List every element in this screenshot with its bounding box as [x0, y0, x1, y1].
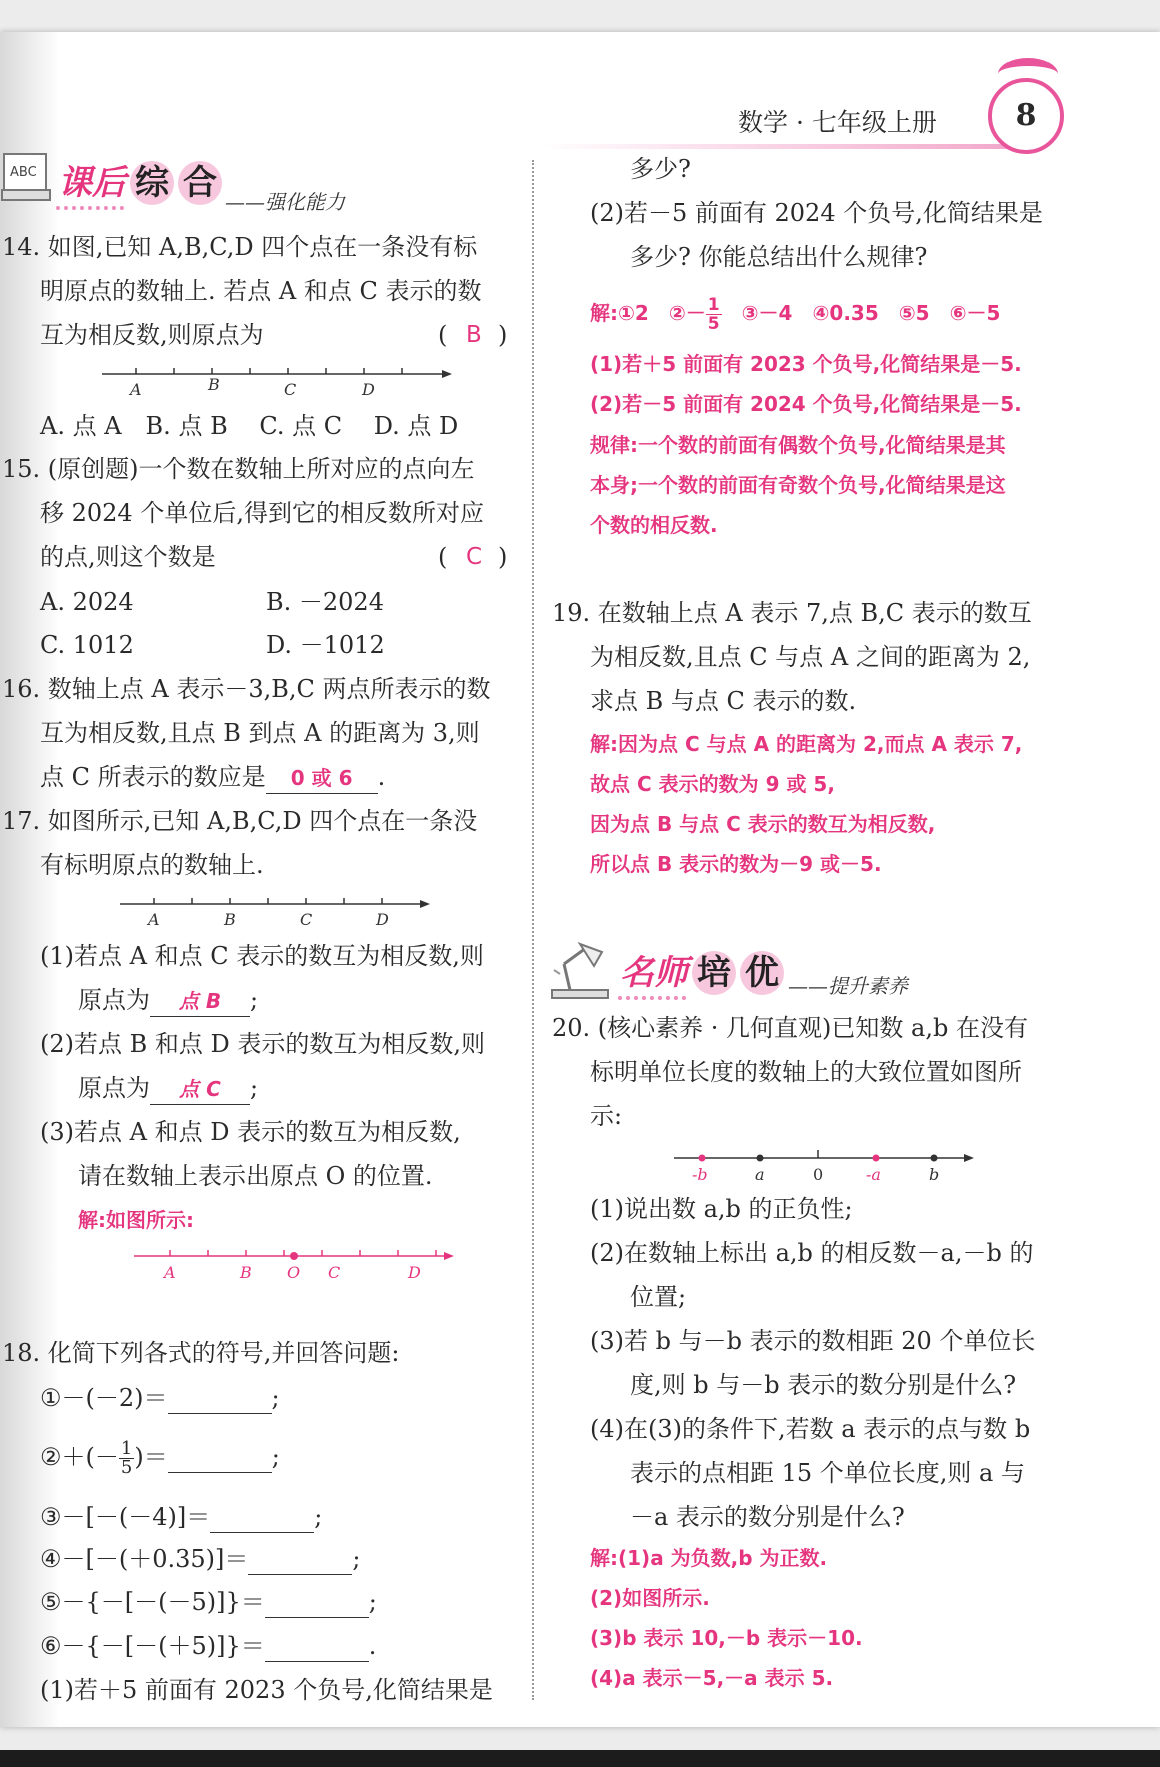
q18-sol-fraction — [706, 296, 722, 333]
section-subtitle: ——强化能力 — [225, 190, 345, 214]
q14-axis-d: D — [362, 380, 375, 399]
section2-title-b: 培 — [692, 951, 736, 995]
q17-solution: 解:如图所示: — [78, 1208, 194, 1232]
q18-e2-pre: ②＋(－ — [40, 1443, 119, 1471]
q18-p1-line2: 多少? — [630, 155, 691, 183]
q14-line2: 明原点的数轴上. 若点 A 和点 C 表示的数 — [40, 277, 482, 305]
section2-subtitle: ——提升素养 — [788, 974, 908, 998]
q17-p1-pre: 原点为 — [78, 986, 150, 1014]
q18-e2-post: )＝ — [134, 1443, 168, 1471]
q20-axis-zero: 0 — [813, 1165, 824, 1184]
q19-solution-2: 故点 C 表示的数为 9 或 5, — [590, 772, 835, 796]
q18-expr2 — [40, 1440, 280, 1477]
q18-e6-text: ⑥－{－[－(＋5)]}＝ — [40, 1632, 265, 1660]
q20-p4-line2: 表示的点相距 15 个单位长度,则 a 与 — [630, 1459, 1025, 1487]
q17-p2-line1: (2)若点 B 和点 D 表示的数互为相反数,则 — [40, 1030, 486, 1058]
q18-expr4 — [40, 1544, 361, 1575]
q18-p2-line1: (2)若－5 前面有 2024 个负号,化简结果是 — [590, 199, 1043, 227]
q18-p2-line2: 多少? 你能总结出什么规律? — [630, 243, 928, 271]
q18-solution-2: (2)若－5 前面有 2024 个负号,化简结果是－5. — [590, 392, 1022, 416]
q17-sol-axis-c: C — [328, 1263, 341, 1282]
q20-solution-1: 解:(1)a 为负数,b 为正数. — [590, 1546, 828, 1570]
section2-title-a: 名师 — [620, 953, 688, 993]
section-dots — [56, 202, 124, 210]
q17-p2-post: ; — [250, 1074, 259, 1102]
q17-p1-post: ; — [250, 986, 259, 1014]
q17-p2-answer: 点 C — [150, 1074, 250, 1105]
q18-solution-5: 个数的相反数. — [590, 513, 718, 537]
q16-answer: 0 或 6 — [266, 763, 378, 794]
q19-line3: 求点 B 与点 C 表示的数. — [590, 687, 857, 715]
q18-e1-end: ; — [271, 1384, 280, 1412]
q17-axis-d: D — [376, 910, 389, 929]
q16-line2: 互为相反数,且点 B 到点 A 的距离为 3,则 — [40, 719, 480, 747]
q15-answer-close: ) — [498, 543, 508, 571]
q20-axis-b: b — [929, 1165, 940, 1184]
q18-expr5 — [40, 1587, 377, 1618]
q14-options: A. 点 A B. 点 B C. 点 C D. 点 D — [40, 412, 459, 440]
q17-line2: 有标明原点的数轴上. — [40, 851, 264, 879]
q15-answer-open: ( — [438, 543, 448, 571]
q19-solution-1: 解:因为点 C 与点 A 的距离为 2,而点 A 表示 7, — [590, 732, 1023, 756]
q18-e2-den: 5 — [120, 1457, 133, 1478]
q20-line1: 20. (核心素养 · 几何直观)已知数 a,b 在没有 — [552, 1014, 1028, 1042]
q17-number-line — [118, 892, 438, 930]
q19-line2: 为相反数,且点 C 与点 A 之间的距离为 2, — [590, 643, 1031, 671]
q15-option-b: B. －2024 — [266, 588, 384, 616]
q20-solution-4: (4)a 表示－5,－a 表示 5. — [590, 1666, 834, 1690]
q18-sol-den: 5 — [707, 314, 720, 334]
desk-lamp-icon — [550, 940, 612, 1000]
q16-line3-post: . — [377, 763, 386, 791]
q17-sol-axis-b: B — [240, 1263, 252, 1282]
q20-p2-line2: 位置; — [630, 1283, 687, 1311]
q14-answer-close: ) — [498, 321, 508, 349]
q17-axis-b: B — [224, 910, 236, 929]
q17-line1: 17. 如图所示,已知 A,B,C,D 四个点在一条没 — [2, 807, 478, 835]
q20-line2: 标明单位长度的数轴上的大致位置如图所 — [590, 1058, 1022, 1086]
q15-line2: 移 2024 个单位后,得到它的相反数所对应 — [40, 499, 484, 527]
q18-solution-4: 本身;一个数的前面有奇数个负号,化简结果是这 — [590, 473, 1006, 497]
book-badge-text: ABC — [10, 165, 37, 180]
q17-p1-line2 — [78, 985, 258, 1017]
q18-e6-end: . — [368, 1632, 377, 1660]
q20-axis-neg-b: -b — [692, 1165, 708, 1184]
q17-p1-line1: (1)若点 A 和点 C 表示的数互为相反数,则 — [40, 942, 484, 970]
q18-sol-pre: 解:①2 ②－ — [590, 301, 706, 325]
q20-line3: 示: — [590, 1102, 623, 1130]
q15-line3: 的点,则这个数是 — [40, 543, 216, 571]
q17-solution-number-line — [132, 1244, 462, 1284]
q20-p2-line1: (2)在数轴上标出 a,b 的相反数－a,－b 的 — [590, 1239, 1034, 1267]
q18-e3-end: ; — [314, 1503, 323, 1531]
q16-line3-pre: 点 C 所表示的数应是 — [40, 763, 266, 791]
q14-line3: 互为相反数,则原点为 — [40, 321, 264, 349]
q15-option-a: A. 2024 — [40, 588, 134, 616]
column-divider — [532, 160, 534, 1700]
q18-e5-end: ; — [368, 1588, 377, 1616]
q18-e4-end: ; — [352, 1545, 361, 1573]
q17-p3-line1: (3)若点 A 和点 D 表示的数互为相反数, — [40, 1118, 461, 1146]
q20-solution-2: (2)如图所示. — [590, 1586, 710, 1610]
q20-axis-neg-a: -a — [866, 1165, 881, 1184]
q18-e3-text: ③－[－(－4)]＝ — [40, 1503, 211, 1531]
section-header-master-teacher — [550, 940, 970, 1000]
q14-line1: 14. 如图,已知 A,B,C,D 四个点在一条没有标 — [2, 233, 478, 261]
q18-e5-text: ⑤－{－[－(－5)]}＝ — [40, 1588, 265, 1616]
q14-answer-open: ( — [438, 321, 448, 349]
q18-expr1 — [40, 1383, 280, 1414]
q18-e4-text: ④－[－(＋0.35)]＝ — [40, 1545, 249, 1573]
q19-solution-3: 因为点 B 与点 C 表示的数互为相反数, — [590, 812, 936, 836]
q18-line1: 18. 化简下列各式的符号,并回答问题: — [2, 1339, 400, 1367]
q20-axis-a: a — [755, 1165, 765, 1184]
q15-option-d: D. －1012 — [266, 631, 385, 659]
q17-axis-a: A — [148, 910, 160, 929]
section2-title-c: 优 — [740, 951, 784, 995]
q15-answer: C — [466, 544, 483, 570]
q18-p1-line1: (1)若＋5 前面有 2023 个负号,化简结果是 — [40, 1676, 493, 1704]
q15-option-c: C. 1012 — [40, 631, 134, 659]
q18-e2-end: ; — [271, 1443, 280, 1471]
q17-p3-line2: 请在数轴上表示出原点 O 的位置. — [78, 1162, 433, 1190]
q19-solution-4: 所以点 B 表示的数为－9 或－5. — [590, 852, 882, 876]
q20-p3-line1: (3)若 b 与－b 表示的数相距 20 个单位长 — [590, 1327, 1036, 1355]
section-title-b: 综 — [130, 161, 174, 205]
q19-line1: 19. 在数轴上点 A 表示 7,点 B,C 表示的数互 — [552, 599, 1032, 627]
q14-axis-a: A — [130, 380, 142, 399]
q14-axis-c: C — [284, 380, 297, 399]
q18-e1-text: ①－(－2)＝ — [40, 1384, 168, 1412]
q17-axis-c: C — [300, 910, 313, 929]
q20-solution-3: (3)b 表示 10,－b 表示－10. — [590, 1626, 863, 1650]
q20-p3-line2: 度,则 b 与－b 表示的数分别是什么? — [630, 1371, 1017, 1399]
q18-solution-line — [590, 296, 1000, 333]
q18-sol-post: ③－4 ④0.35 ⑤5 ⑥－5 — [721, 301, 1001, 325]
q14-axis-b: B — [208, 375, 220, 394]
q20-number-line — [672, 1146, 982, 1184]
section-title-a: 课后 — [58, 163, 126, 203]
q16-line3 — [40, 762, 385, 794]
q17-p1-answer: 点 B — [150, 986, 250, 1017]
book-icon — [0, 150, 52, 208]
q20-p4-line3: －a 表示的数分别是什么? — [630, 1503, 905, 1531]
origin-point — [290, 1252, 298, 1260]
q18-e2-num: 1 — [120, 1438, 133, 1459]
q16-line1: 16. 数轴上点 A 表示－3,B,C 两点所表示的数 — [2, 675, 491, 703]
q18-expr6 — [40, 1631, 376, 1662]
page-number: 8 — [988, 78, 1064, 154]
q17-sol-axis-d: D — [408, 1263, 421, 1282]
q18-sol-num: 1 — [707, 295, 720, 315]
q18-expr3 — [40, 1502, 322, 1533]
q17-p2-pre: 原点为 — [78, 1074, 150, 1102]
q17-sol-axis-o: O — [287, 1263, 301, 1282]
bottom-bar — [0, 1750, 1160, 1767]
q18-solution-1: (1)若＋5 前面有 2023 个负号,化简结果是－5. — [590, 352, 1022, 376]
book-title: 数学 · 七年级上册 — [738, 108, 937, 137]
q15-line1: 15. (原创题)一个数在数轴上所对应的点向左 — [2, 455, 475, 483]
q14-number-line — [100, 362, 460, 400]
header-rule — [540, 144, 1010, 149]
q18-solution-3: 规律:一个数的前面有偶数个负号,化简结果是其 — [590, 433, 1006, 457]
q20-p1: (1)说出数 a,b 的正负性; — [590, 1195, 853, 1223]
section-title-c: 合 — [178, 161, 222, 205]
q18-e2-fraction — [119, 1440, 134, 1477]
q17-sol-axis-a: A — [164, 1263, 176, 1282]
q14-answer: B — [466, 322, 482, 348]
q20-p4-line1: (4)在(3)的条件下,若数 a 表示的点与数 b — [590, 1415, 1031, 1443]
section2-dots — [618, 992, 686, 1000]
section-header-after-class — [0, 150, 400, 214]
q17-p2-line2 — [78, 1073, 258, 1105]
